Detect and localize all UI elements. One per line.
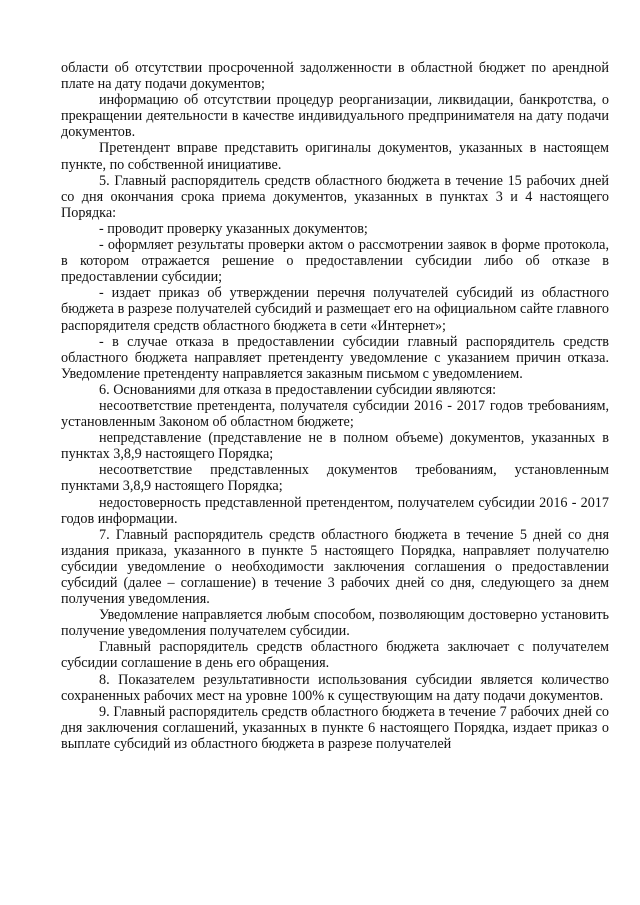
paragraph-clause-7: 7. Главный распорядитель средств областного бюджета в течение 5 дней со дня издания приказа, указанного в пункте 5 настоящего Порядка, направляет получателю субсидии уведомление о необходимости заключения соглашения о предоставлении субсидий (далее – соглашение) в течение 3 рабочих дней со дня, следующего за днем получения уведомления.: [61, 526, 609, 608]
paragraph-clause-6-nonsubmission: непредставление (представление не в полном объеме) документов, указанных в пунктах 3,8,9 настоящего Порядка;: [61, 430, 609, 463]
paragraph-reorganization-info: информацию об отсутствии процедур реорганизации, ликвидации, банкротства, о прекращении деятельности в качестве индивидуального предпринимателя на дату подачи документов.: [61, 92, 609, 141]
paragraph-arrears-info: области об отсутствии просроченной задолженности в областной бюджет по арендной плате на дату подачи документов;: [61, 60, 609, 93]
paragraph-clause-5-refusal: - в случае отказа в предоставлении субсидии главный распорядитель средств областного бюджета направляет претенденту уведомление с указанием причин отказа. Уведомление претенденту направляется заказным письмом с уведомлением.: [61, 333, 609, 382]
paragraph-clause-6-nonconformity: несоответствие представленных документов требованиям, установленным пунктами 3,8,9 настоящего Порядка;: [61, 462, 609, 495]
paragraph-clause-6-inaccuracy: недостоверность представленной претендентом, получателем субсидии 2016 - 2017 годов информации.: [61, 494, 609, 527]
paragraph-clause-5-protocol: - оформляет результаты проверки актом о рассмотрении заявок в форме протокола, в котором отражается решение о предоставлении субсидии либо об отказе в предоставлении субсидии;: [61, 237, 609, 286]
paragraph-clause-7-notification: Уведомление направляется любым способом, позволяющим достоверно установить получение уведомления получателем субсидии.: [61, 607, 609, 640]
paragraph-clause-5-order: - издает приказ об утверждении перечня получателей субсидий из областного бюджета в разрезе получателей субсидий и размещает его на официальном сайте главного распорядителя средств областного бюджета в сети «Интернет»;: [61, 285, 609, 334]
paragraph-clause-7-agreement: Главный распорядитель средств областного бюджета заключает с получателем субсидии соглашение в день его обращения.: [61, 639, 609, 672]
paragraph-clause-6: 6. Основаниями для отказа в предоставлении субсидии являются:: [99, 381, 497, 398]
paragraph-clause-9: 9. Главный распорядитель средств областного бюджета в течение 7 рабочих дней со дня заключения соглашений, указанных в пункте 6 настоящего Порядка, издает приказ о выплате субсидий из областного бюджета в разрезе получателей: [61, 703, 609, 752]
document-body: [61, 60, 609, 752]
paragraph-clause-8: 8. Показателем результативности использования субсидии является количество сохраненных рабочих мест на уровне 100% к существующим на дату подачи документов.: [61, 671, 609, 704]
paragraph-originals-right: Претендент вправе представить оригиналы документов, указанных в настоящем пункте, по собственной инициативе.: [61, 140, 609, 173]
paragraph-clause-6-mismatch: несоответствие претендента, получателя субсидии 2016 - 2017 годов требованиям, установленным Законом об областном бюджете;: [61, 397, 609, 431]
paragraph-clause-5-check: - проводит проверку указанных документов;: [99, 220, 368, 237]
paragraph-clause-5: 5. Главный распорядитель средств областного бюджета в течение 15 рабочих дней со дня окончания срока приема документов, указанных в пунктах 3 и 4 настоящего Порядка:: [61, 172, 609, 221]
